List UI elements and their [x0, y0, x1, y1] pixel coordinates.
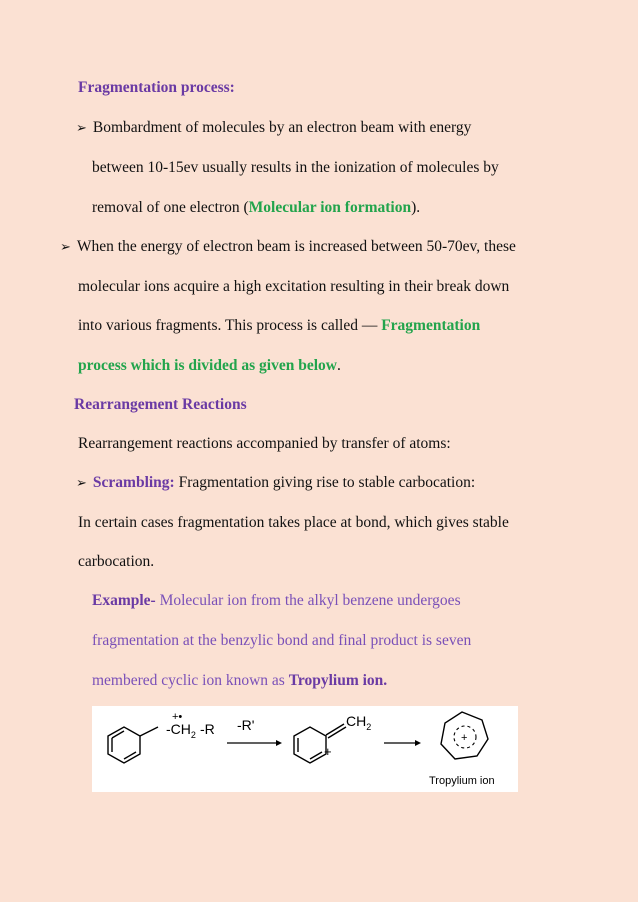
example-line1-text: Molecular ion from the alkyl benzene undergoes [155, 592, 461, 609]
paragraph-2-line-2: molecular ions acquire a high excitation resulting in their break down [78, 278, 510, 295]
tropylium-ion-term: Tropylium ion. [288, 672, 388, 689]
reaction-arrow-2 [384, 740, 421, 746]
example-line-3 [92, 671, 387, 691]
ch2-product-label: $CH_2$ [346, 713, 372, 732]
fragmentation-term: Fragmentation [381, 317, 481, 334]
bullet-paragraph-1-line-1 [76, 118, 471, 138]
bullet-arrow-icon: ➢ [76, 120, 87, 135]
heading-fragmentation-process: Fragmentation process: [78, 79, 235, 96]
carbocation-line-1: In certain cases fragmentation takes place at bond, which gives stable [78, 514, 509, 531]
benzene-ring-1 [108, 727, 158, 763]
bullet-arrow-icon: ➢ [76, 475, 87, 490]
p2-line1-text: When the energy of electron beam is increased between 50-70ev, these [76, 238, 516, 255]
scrambling-label: Scrambling: [92, 474, 175, 491]
r-group-label: -R [200, 721, 215, 737]
paragraph-1-line-2: between 10-15ev usually results in the ionization of molecules by [92, 159, 499, 176]
example-label: Example- [92, 592, 156, 609]
p1-line3-text-a: removal of one electron ( [92, 199, 249, 216]
paragraph-1-line-3 [92, 198, 420, 218]
tropylium-reaction-scheme [92, 706, 518, 792]
rearrangement-description: Rearrangement reactions accompanied by transfer of atoms: [78, 435, 451, 452]
bullet-arrow-icon: ➢ [60, 239, 71, 254]
molecular-ion-formation-term: Molecular ion formation [248, 199, 412, 216]
fragmentation-process-term: process which is divided as given below [78, 357, 337, 374]
p2-line3-text-a: into various fragments. This process is called ― [78, 317, 382, 334]
carbocation-line-2: carbocation. [78, 553, 155, 570]
bullet-paragraph-2-line-1 [60, 237, 516, 257]
reaction-scheme-diagram [92, 706, 518, 792]
loss-of-r-label: -R' [237, 717, 255, 733]
tropylium-plus-charge: + [461, 732, 468, 744]
paragraph-2-line-3 [78, 316, 480, 336]
benzyl-cation-ring [294, 724, 346, 763]
p1-line1-text: Bombardment of molecules by an electron beam with energy [92, 119, 472, 136]
ch2-label: $-CH_2$ [166, 721, 196, 740]
bullet-scrambling [76, 473, 475, 493]
example-line3-text-a: membered cyclic ion known as [92, 672, 289, 689]
p1-line3-text-b: ). [411, 199, 421, 216]
p2-line4-text-b: . [336, 357, 341, 374]
plus-charge: + [324, 744, 332, 759]
example-line-2: fragmentation at the benzylic bond and final product is seven [92, 632, 472, 649]
tropylium-ion-label: Tropylium ion [429, 775, 495, 787]
example-line-1 [92, 591, 461, 611]
radical-cation-label: +• [172, 711, 183, 723]
paragraph-2-line-4 [78, 356, 341, 376]
reaction-arrow-1 [227, 740, 282, 746]
heading-rearrangement-reactions: Rearrangement Reactions [74, 396, 247, 413]
scrambling-text: Fragmentation giving rise to stable carbocation: [174, 474, 476, 491]
